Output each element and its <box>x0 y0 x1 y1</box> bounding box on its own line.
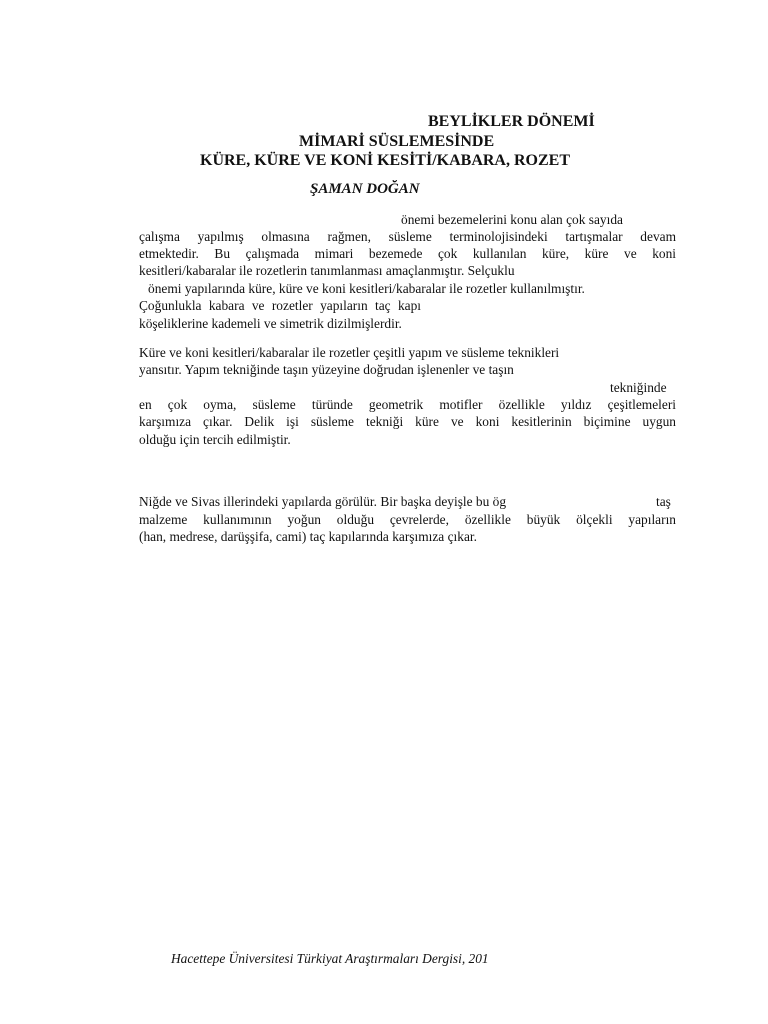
author-name: ŞAMAN DOĞAN <box>310 181 420 197</box>
paragraph1-line-6: Çoğunlukla kabara ve rozetler yapıların taç kapı <box>139 298 422 313</box>
paragraph2-line-2: yansıtır. Yapım tekniğinde taşın yüzeyine doğrudan işlenenler ve taşın <box>139 362 514 377</box>
title-line-1: BEYLİKLER DÖNEMİ <box>428 113 595 130</box>
paragraph2-line-5: karşımıza çıkar. Delik işi süsleme tekniği küre ve koni kesitlerinin biçimine uygun <box>139 414 676 429</box>
paragraph2-line-6: olduğu için tercih edilmiştir. <box>139 432 291 447</box>
paragraph2-line-1: Küre ve koni kesitleri/kabaralar ile rozetler çeşitli yapım ve süsleme teknikleri <box>139 345 560 360</box>
journal-footer: Hacettepe Üniversitesi Türkiyat Araştırmaları Dergisi, 201 <box>171 951 489 966</box>
paragraph1-line-5: önemi yapılarında küre, küre ve koni kesitleri/kabaralar ile rozetler kullanılmıştır. <box>148 281 585 296</box>
paragraph1-line-3: etmektedir. Bu çalışmada mimari bezemede çok kullanılan küre, küre ve koni <box>139 246 676 261</box>
title-line-2: MİMARİ SÜSLEMESİNDE <box>299 133 495 150</box>
paragraph3-line-1-end: taş <box>656 494 671 509</box>
paragraph1-line-4: kesitleri/kabaralar ile rozetlerin tanımlanması amaçlanmıştır. Selçuklu <box>139 263 515 278</box>
paragraph3-line-3: (han, medrese, darüşşifa, cami) taç kapılarında karşımıza çıkar. <box>139 529 477 544</box>
paragraph3-line-2: malzeme kullanımının yoğun olduğu çevrelerde, özellikle büyük ölçekli yapıların <box>139 512 676 527</box>
paragraph1-line-2: çalışma yapılmış olmasına rağmen, süsleme terminolojisindeki tartışmalar devam <box>139 229 676 244</box>
paragraph2-line-3: tekniğinde <box>610 380 667 395</box>
paragraph1-line-7: köşeliklerine kademeli ve simetrik dizilmişlerdir. <box>139 316 402 331</box>
paragraph2-line-4: en çok oyma, süsleme türünde geometrik motifler özellikle yıldız çeşitlemeleri <box>139 397 676 412</box>
paragraph1-line-1: önemi bezemelerini konu alan çok sayıda <box>401 212 623 227</box>
paragraph3-line-1: Niğde ve Sivas illerindeki yapılarda görülür. Bir başka deyişle bu ög <box>139 494 507 509</box>
title-line-3: KÜRE, KÜRE VE KONİ KESİTİ/KABARA, ROZET <box>200 152 570 169</box>
